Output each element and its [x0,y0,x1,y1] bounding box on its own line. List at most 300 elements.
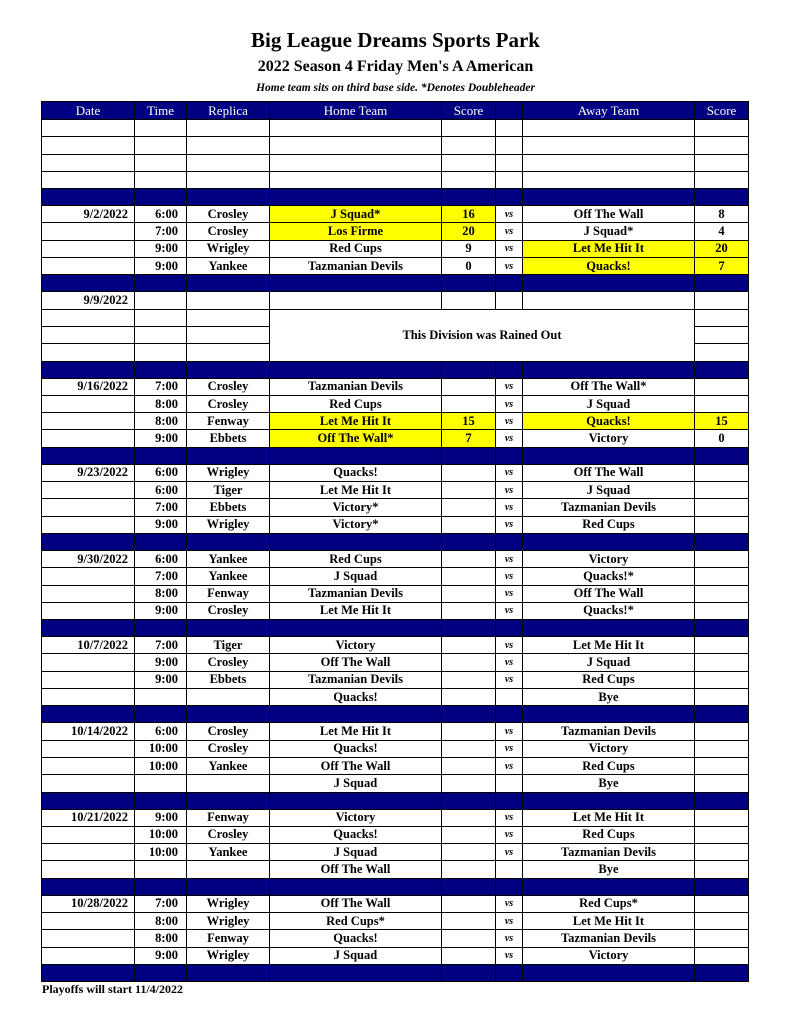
empty-cell [135,154,187,171]
home-score-cell [442,637,496,654]
home-score-cell [442,930,496,947]
date-cell [42,912,135,929]
replica-cell: Ebbets [187,430,270,447]
separator-row [42,447,749,464]
away-team-cell: Quacks!* [523,568,695,585]
table-row [42,206,749,223]
separator-cell [496,878,523,895]
replica-cell: Yankee [187,550,270,567]
away-team-cell: Quacks! [523,413,695,430]
vs-cell: vs [496,602,523,619]
time-cell [135,775,187,792]
away-score-cell [695,550,749,567]
empty-cell [187,154,270,171]
separator-row [42,189,749,206]
time-cell: 9:00 [135,602,187,619]
away-team-cell: Bye [523,861,695,878]
home-score-cell [442,585,496,602]
home-score-cell [442,550,496,567]
table-row [42,223,749,240]
home-team-cell: Quacks! [270,464,442,481]
time-cell: 10:00 [135,740,187,757]
home-team-cell: Off The Wall [270,861,442,878]
separator-cell [270,189,442,206]
replica-cell [187,309,270,326]
empty-cell [695,154,749,171]
vs-cell: vs [496,206,523,223]
time-cell [135,861,187,878]
col-header-away-team: Away Team [523,102,695,120]
vs-cell: vs [496,740,523,757]
empty-row [42,120,749,137]
time-cell [135,326,187,343]
away-score-cell: 7 [695,258,749,275]
separator-cell [187,189,270,206]
home-score-cell [442,602,496,619]
separator-cell [496,792,523,809]
replica-cell [187,344,270,361]
separator-cell [523,878,695,895]
away-team-cell: Red Cups* [523,895,695,912]
table-row [42,395,749,412]
away-score-cell: 8 [695,206,749,223]
empty-cell [442,137,496,154]
date-cell: 10/7/2022 [42,637,135,654]
separator-cell [135,706,187,723]
away-score-cell [695,775,749,792]
separator-cell [523,275,695,292]
replica-cell: Wrigley [187,895,270,912]
schedule-table [41,101,749,982]
vs-cell: vs [496,895,523,912]
date-cell: 9/30/2022 [42,550,135,567]
date-cell [42,844,135,861]
vs-cell [496,861,523,878]
away-score-cell [695,895,749,912]
time-cell: 7:00 [135,499,187,516]
replica-cell: Wrigley [187,912,270,929]
separator-cell [496,964,523,981]
separator-cell [442,964,496,981]
vs-cell [496,689,523,706]
home-team-cell: Quacks! [270,740,442,757]
away-team-cell: Red Cups [523,516,695,533]
away-score-cell: 4 [695,223,749,240]
away-team-cell: Tazmanian Devils [523,499,695,516]
col-header-time: Time [135,102,187,120]
separator-cell [42,706,135,723]
replica-cell: Wrigley [187,947,270,964]
time-cell: 9:00 [135,258,187,275]
replica-cell: Tiger [187,482,270,499]
date-cell: 10/28/2022 [42,895,135,912]
date-cell [42,516,135,533]
date-cell [42,395,135,412]
vs-cell: vs [496,757,523,774]
separator-cell [187,275,270,292]
home-team-cell: Tazmanian Devils [270,585,442,602]
separator-cell [695,964,749,981]
home-score-cell [442,464,496,481]
home-score-cell: 15 [442,413,496,430]
date-cell [42,826,135,843]
table-row [42,912,749,929]
away-team-cell: Victory [523,550,695,567]
home-team-cell: Tazmanian Devils [270,258,442,275]
col-header-vs [496,102,523,120]
away-score-cell [695,861,749,878]
time-cell: 10:00 [135,844,187,861]
home-team-cell: Red Cups [270,395,442,412]
vs-cell: vs [496,809,523,826]
home-team-cell: Tazmanian Devils [270,671,442,688]
away-team-cell: Let Me Hit It [523,912,695,929]
separator-cell [523,361,695,378]
home-score-cell [442,516,496,533]
away-score-cell [695,602,749,619]
away-score-cell [695,637,749,654]
away-score-cell: 0 [695,430,749,447]
empty-cell [523,120,695,137]
separator-cell [695,361,749,378]
home-score-cell: 20 [442,223,496,240]
away-score-cell [695,723,749,740]
replica-cell: Crosley [187,223,270,240]
separator-cell [135,361,187,378]
table-header-row [42,102,749,120]
separator-cell [695,533,749,550]
vs-cell: vs [496,464,523,481]
vs-cell: vs [496,223,523,240]
separator-cell [523,620,695,637]
home-score-cell [442,378,496,395]
separator-cell [442,792,496,809]
separator-cell [187,706,270,723]
date-cell [42,326,135,343]
date-cell [42,568,135,585]
col-header-home-team: Home Team [270,102,442,120]
away-score-cell [695,516,749,533]
date-cell [42,775,135,792]
date-cell [42,258,135,275]
separator-cell [135,620,187,637]
table-row [42,602,749,619]
home-team-cell: Red Cups [270,240,442,257]
empty-cell [187,137,270,154]
vs-cell [496,292,523,309]
time-cell: 7:00 [135,895,187,912]
away-score-cell [695,689,749,706]
replica-cell: Crosley [187,602,270,619]
empty-cell [187,171,270,188]
separator-cell [135,533,187,550]
date-cell: 10/21/2022 [42,809,135,826]
away-score-cell [695,482,749,499]
separator-cell [135,964,187,981]
home-team-cell: Off The Wall [270,757,442,774]
time-cell: 9:00 [135,654,187,671]
empty-cell [42,120,135,137]
time-cell: 7:00 [135,378,187,395]
replica-cell: Ebbets [187,499,270,516]
col-header-away-score: Score [695,102,749,120]
home-score-cell [442,292,496,309]
separator-cell [187,964,270,981]
away-team-cell: Let Me Hit It [523,637,695,654]
separator-cell [442,706,496,723]
away-team-cell: Red Cups [523,757,695,774]
table-row [42,723,749,740]
away-score-cell: 15 [695,413,749,430]
home-score-cell [442,826,496,843]
away-score-cell [695,844,749,861]
empty-cell [442,120,496,137]
replica-cell: Crosley [187,378,270,395]
date-cell [42,344,135,361]
separator-cell [523,964,695,981]
replica-cell: Crosley [187,740,270,757]
separator-cell [270,447,442,464]
empty-row [42,171,749,188]
table-row [42,240,749,257]
replica-cell: Wrigley [187,464,270,481]
date-cell [42,585,135,602]
table-row [42,740,749,757]
separator-cell [442,447,496,464]
separator-cell [496,533,523,550]
home-score-cell [442,689,496,706]
home-score-cell [442,482,496,499]
replica-cell: Tiger [187,637,270,654]
separator-cell [42,533,135,550]
time-cell [135,344,187,361]
empty-cell [270,154,442,171]
away-team-cell: Off The Wall [523,206,695,223]
separator-row [42,964,749,981]
empty-cell [523,137,695,154]
separator-cell [442,275,496,292]
table-row [42,550,749,567]
empty-cell [187,120,270,137]
away-team-cell: J Squad* [523,223,695,240]
empty-cell [496,137,523,154]
replica-cell: Yankee [187,844,270,861]
vs-cell: vs [496,568,523,585]
home-team-cell: Let Me Hit It [270,482,442,499]
separator-cell [496,620,523,637]
home-team-cell: Let Me Hit It [270,602,442,619]
time-cell: 8:00 [135,585,187,602]
away-team-cell: Victory [523,740,695,757]
separator-row [42,706,749,723]
vs-cell: vs [496,395,523,412]
empty-cell [42,154,135,171]
away-team-cell: Let Me Hit It [523,809,695,826]
table-row [42,861,749,878]
rainout-message: This Division was Rained Out [270,309,695,361]
home-team-cell: Quacks! [270,826,442,843]
time-cell [135,309,187,326]
date-cell: 10/14/2022 [42,723,135,740]
time-cell: 6:00 [135,482,187,499]
separator-cell [135,878,187,895]
separator-row [42,533,749,550]
separator-row [42,792,749,809]
empty-cell [496,120,523,137]
separator-cell [187,792,270,809]
vs-cell: vs [496,430,523,447]
separator-cell [442,189,496,206]
away-team-cell: Red Cups [523,826,695,843]
away-score-cell [695,344,749,361]
separator-cell [42,878,135,895]
time-cell: 7:00 [135,223,187,240]
date-cell [42,309,135,326]
separator-cell [187,447,270,464]
home-team-cell: Victory [270,637,442,654]
replica-cell: Yankee [187,258,270,275]
separator-cell [42,275,135,292]
separator-cell [523,189,695,206]
table-row [42,516,749,533]
table-row [42,757,749,774]
home-team-cell: Los Firme [270,223,442,240]
empty-cell [523,171,695,188]
date-cell [42,689,135,706]
replica-cell: Crosley [187,654,270,671]
date-cell: 9/23/2022 [42,464,135,481]
empty-cell [42,137,135,154]
home-score-cell [442,499,496,516]
vs-cell: vs [496,378,523,395]
separator-cell [496,447,523,464]
home-team-cell: Victory* [270,499,442,516]
table-row [42,568,749,585]
separator-row [42,878,749,895]
separator-cell [442,878,496,895]
vs-cell: vs [496,723,523,740]
date-cell [42,930,135,947]
table-row [42,844,749,861]
away-score-cell [695,464,749,481]
table-row [42,809,749,826]
home-team-cell: Quacks! [270,930,442,947]
separator-cell [42,361,135,378]
home-team-cell: Tazmanian Devils [270,378,442,395]
table-row [42,499,749,516]
separator-cell [695,447,749,464]
empty-cell [270,120,442,137]
empty-cell [135,120,187,137]
separator-cell [496,361,523,378]
separator-cell [442,620,496,637]
separator-cell [523,533,695,550]
empty-cell [42,171,135,188]
away-team-cell: Red Cups [523,671,695,688]
home-score-cell [442,809,496,826]
time-cell: 8:00 [135,912,187,929]
replica-cell: Yankee [187,757,270,774]
separator-cell [135,792,187,809]
separator-cell [695,792,749,809]
replica-cell [187,326,270,343]
separator-cell [42,964,135,981]
separator-cell [270,792,442,809]
time-cell [135,292,187,309]
home-score-cell [442,740,496,757]
time-cell: 7:00 [135,568,187,585]
table-row [42,947,749,964]
separator-cell [135,189,187,206]
replica-cell: Crosley [187,826,270,843]
vs-cell: vs [496,844,523,861]
home-score-cell [442,947,496,964]
away-score-cell: 20 [695,240,749,257]
home-score-cell: 9 [442,240,496,257]
away-score-cell [695,757,749,774]
home-team-cell: J Squad [270,844,442,861]
time-cell: 6:00 [135,206,187,223]
date-cell [42,499,135,516]
separator-cell [270,964,442,981]
vs-cell: vs [496,550,523,567]
separator-cell [42,447,135,464]
date-cell [42,654,135,671]
vs-cell: vs [496,482,523,499]
date-cell [42,602,135,619]
home-team-cell: Quacks! [270,689,442,706]
separator-cell [695,706,749,723]
separator-cell [270,878,442,895]
empty-cell [135,137,187,154]
home-team-cell: Red Cups [270,550,442,567]
table-row [42,930,749,947]
home-team-cell: J Squad* [270,206,442,223]
away-team-cell: Bye [523,689,695,706]
date-cell [42,413,135,430]
away-team-cell: Quacks!* [523,602,695,619]
replica-cell [187,292,270,309]
home-score-cell: 0 [442,258,496,275]
away-score-cell [695,395,749,412]
vs-cell: vs [496,912,523,929]
away-score-cell [695,671,749,688]
away-team-cell: J Squad [523,654,695,671]
away-team-cell: Off The Wall [523,585,695,602]
empty-cell [496,154,523,171]
time-cell: 8:00 [135,395,187,412]
replica-cell: Wrigley [187,240,270,257]
table-row [42,671,749,688]
date-cell [42,223,135,240]
empty-cell [442,154,496,171]
home-score-cell [442,723,496,740]
table-row [42,775,749,792]
away-score-cell [695,309,749,326]
date-cell: 9/2/2022 [42,206,135,223]
home-score-cell [442,895,496,912]
table-row [42,585,749,602]
table-row [42,464,749,481]
home-team-cell: J Squad [270,947,442,964]
home-team-cell: Let Me Hit It [270,413,442,430]
home-score-cell [442,844,496,861]
date-cell [42,861,135,878]
time-cell: 9:00 [135,671,187,688]
time-cell: 9:00 [135,430,187,447]
separator-cell [187,533,270,550]
separator-cell [442,361,496,378]
